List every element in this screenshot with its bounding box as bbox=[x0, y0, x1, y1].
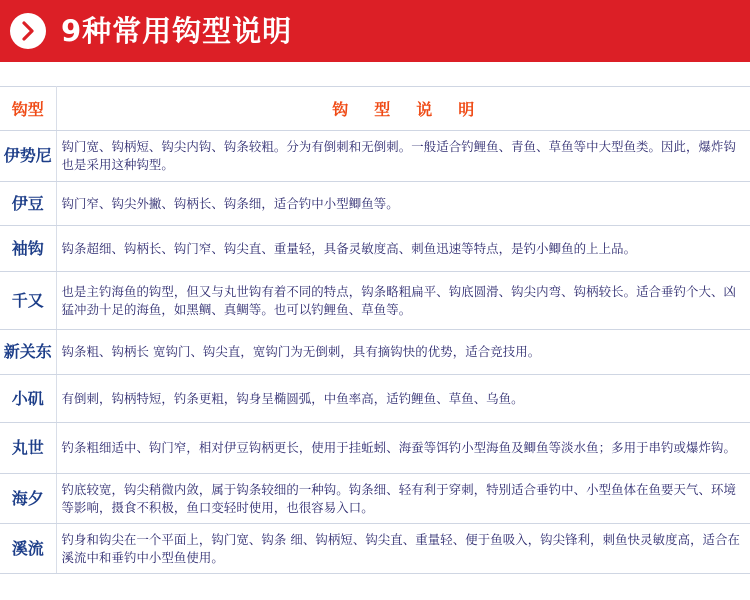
hook-types-table-container bbox=[0, 86, 750, 600]
hook-description-ise-ni: 钩门宽、钩柄短、钩尖内钩、钩条较粗。分为有倒刺和无倒刺。一般适合钓鲤鱼、青鱼、草鱼等中大型鱼类。因此，爆炸钩也是采用这种钩型。 bbox=[56, 131, 750, 182]
table-row bbox=[0, 182, 750, 226]
hook-description-haixi: 钓底较宽，钩尖稍微内敛，属于钩条较细的一种钩。钩条细、轻有利于穿刺，特别适合垂钓中、小型鱼体在鱼要天气、环境等影响，摄食不积极，鱼口变轻时使用，也很容易入口。 bbox=[56, 474, 750, 524]
table-row bbox=[0, 330, 750, 375]
table-row bbox=[0, 524, 750, 574]
page-title: 9种常用钩型说明 bbox=[61, 13, 293, 48]
hook-description-stream: 钓身和钩尖在一个平面上，钩门宽、钩条 细、钩柄短、钩尖直、重量轻、便于鱼吸入，钩尖锋利，刺鱼快灵敏度高，适合在溪流中和垂钓中小型鱼使用。 bbox=[56, 524, 750, 574]
table-row bbox=[0, 474, 750, 524]
table-header-row bbox=[0, 87, 750, 131]
table-row bbox=[0, 272, 750, 330]
hook-description-maruse: 钓条粗细适中、钩门窄，相对伊豆钩柄更长，使用于挂蚯蚓、海蚕等饵钓小型海鱼及鲫鱼等淡水鱼；多用于串钓或爆炸钩。 bbox=[56, 423, 750, 474]
title-banner bbox=[0, 0, 750, 62]
hook-description-new-kanto: 钩条粗、钩柄长 宽钩门、钩尖直，宽钩门为无倒刺，具有摘钩快的优势，适合竞技用。 bbox=[56, 330, 750, 375]
hook-type-new-kanto: 新关东 bbox=[0, 330, 56, 375]
hook-description-koiso: 有倒刺，钩柄特短，钓条更粗，钩身呈椭圆弧，中鱼率高，适钓鲤鱼、草鱼、乌鱼。 bbox=[56, 375, 750, 423]
hook-description-chinu: 也是主钓海鱼的钩型，但又与丸世钩有着不同的特点，钩条略粗扁平、钩底圆滑、钩尖内弯、钩柄较长。适合垂钓个大、凶猛冲劲十足的海鱼，如黑鲷、真鲷等。也可以钓鲤鱼、草鱼等。 bbox=[56, 272, 750, 330]
hook-type-sleeve: 袖钩 bbox=[0, 226, 56, 272]
hook-type-ise-ni: 伊势尼 bbox=[0, 131, 56, 182]
hook-type-haixi: 海夕 bbox=[0, 474, 56, 524]
hook-type-chinu: 千又 bbox=[0, 272, 56, 330]
hook-description-izu: 钩门窄、钩尖外撇、钩柄长、钩条细，适合钓中小型鲫鱼等。 bbox=[56, 182, 750, 226]
table-row bbox=[0, 423, 750, 474]
hook-type-koiso: 小矶 bbox=[0, 375, 56, 423]
table-row bbox=[0, 226, 750, 272]
table-row bbox=[0, 131, 750, 182]
chevron-right-circle-icon bbox=[10, 13, 46, 49]
hook-type-izu: 伊豆 bbox=[0, 182, 56, 226]
hook-type-maruse: 丸世 bbox=[0, 423, 56, 474]
hook-type-column-header: 钩型 bbox=[0, 87, 56, 131]
hook-type-stream: 溪流 bbox=[0, 524, 56, 574]
description-column-header: 钩型说明 bbox=[56, 87, 750, 131]
hook-description-sleeve: 钩条超细、钩柄长、钩门窄、钩尖直、重量轻，具备灵敏度高、刺鱼迅速等特点，是钓小鲫鱼的上上品。 bbox=[56, 226, 750, 272]
table-row bbox=[0, 375, 750, 423]
hook-types-table bbox=[0, 86, 750, 574]
